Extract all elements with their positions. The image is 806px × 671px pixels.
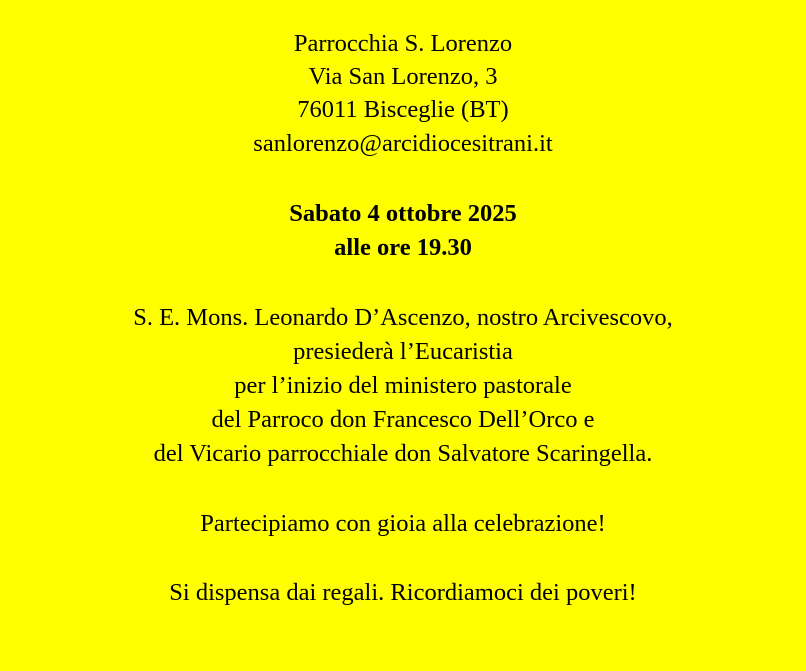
city-address: 76011 Bisceglie (BT) — [297, 96, 509, 123]
event-time: alle ore 19.30 — [334, 234, 472, 261]
announcement-line-1: S. E. Mons. Leonardo D’Ascenzo, nostro Arcivescovo, — [133, 304, 673, 331]
announcement-line-4: del Parroco don Francesco Dell’Orco e — [211, 406, 595, 433]
invitation-text: Partecipiamo con gioia alla celebrazione! — [200, 510, 606, 537]
event-date: Sabato 4 ottobre 2025 — [289, 200, 517, 227]
parish-name: Parrocchia S. Lorenzo — [293, 30, 513, 57]
announcement-line-2: presiederà l’Eucaristia — [293, 338, 513, 365]
gift-note: Si dispensa dai regali. Ricordiamoci dei poveri! — [169, 579, 637, 606]
email-address: sanlorenzo@arcidiocesitrani.it — [253, 130, 553, 157]
announcement-line-5: del Vicario parrocchiale don Salvatore Scaringella. — [153, 440, 653, 467]
announcement-line-3: per l’inizio del ministero pastorale — [234, 372, 572, 399]
street-address: Via San Lorenzo, 3 — [308, 63, 498, 90]
